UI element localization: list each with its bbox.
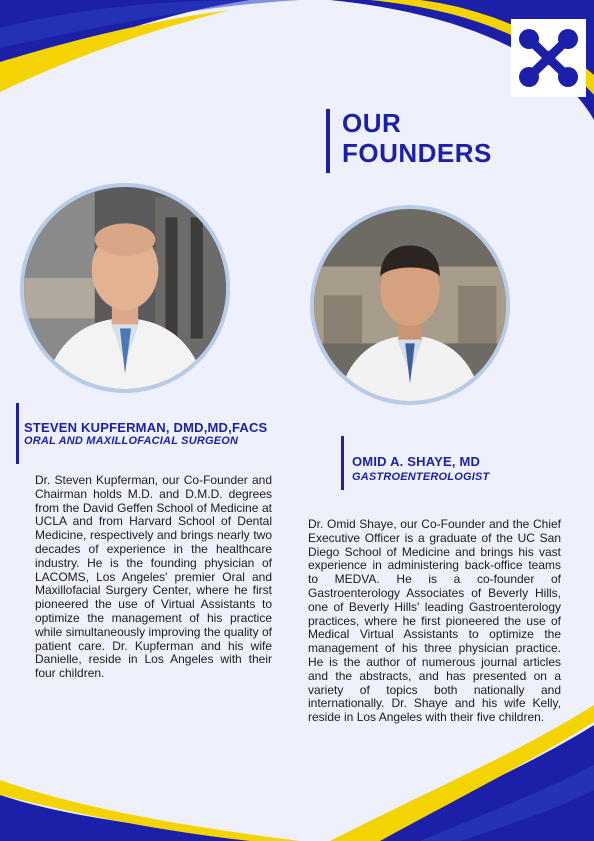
title-accent-bar xyxy=(326,109,330,173)
founder-bio: Dr. Omid Shaye, our Co-Founder and the Chief Executive Officer is a graduate of the UC San Diego School of Medicine and brings his vast experience in administering back-office teams to MEDVA. He is a co-founder of Gastroenterology Associates of Beverly Hills, one of Beverly Hills' leading Gastroenterology practices, where he first pioneered the use of Medical Virtual Assistants to optimize the management of his three physician practice. He is the author of numerous journal articles and the abstracts, and has presented on a variety of topics both nationally and internationally. Dr. Shaye and his wife Kelly, reside in Los Angeles with their five children. xyxy=(308,517,561,725)
founder-role: ORAL AND MAXILLOFACIAL SURGEON xyxy=(24,435,239,447)
founder-accent-bar xyxy=(16,403,19,464)
founder-role: GASTROENTEROLOGIST xyxy=(352,471,490,483)
founder-accent-bar xyxy=(341,436,344,490)
page-title: OUR FOUNDERS xyxy=(342,108,492,168)
founder-photo-kupferman xyxy=(20,183,230,393)
founder-name: OMID A. SHAYE, MD xyxy=(352,454,481,469)
founder-photo-shaye xyxy=(310,205,510,405)
molecule-x-logo-icon xyxy=(511,19,586,97)
founder-bio: Dr. Steven Kupferman, our Co-Founder and Chairman holds M.D. and D.M.D. degrees from the David Geffen School of Medicine at UCLA and from Harvard School of Dental Medicine, respectively and brings nearly two decades of experience in the healthcare industry. He is the founding physician of LACOMS, Los Angeles' premier Oral and Maxillofacial Surgery Center, where he first pioneered the use of Virtual Assistants to optimize the management of his practice while simultaneously improving the quality of patient care. Dr. Kupferman and his wife Danielle, reside in Los Angeles with their four children. xyxy=(35,473,272,681)
company-logo xyxy=(511,19,586,97)
founder-name: STEVEN KUPFERMAN, DMD,MD,FACS xyxy=(24,420,268,435)
